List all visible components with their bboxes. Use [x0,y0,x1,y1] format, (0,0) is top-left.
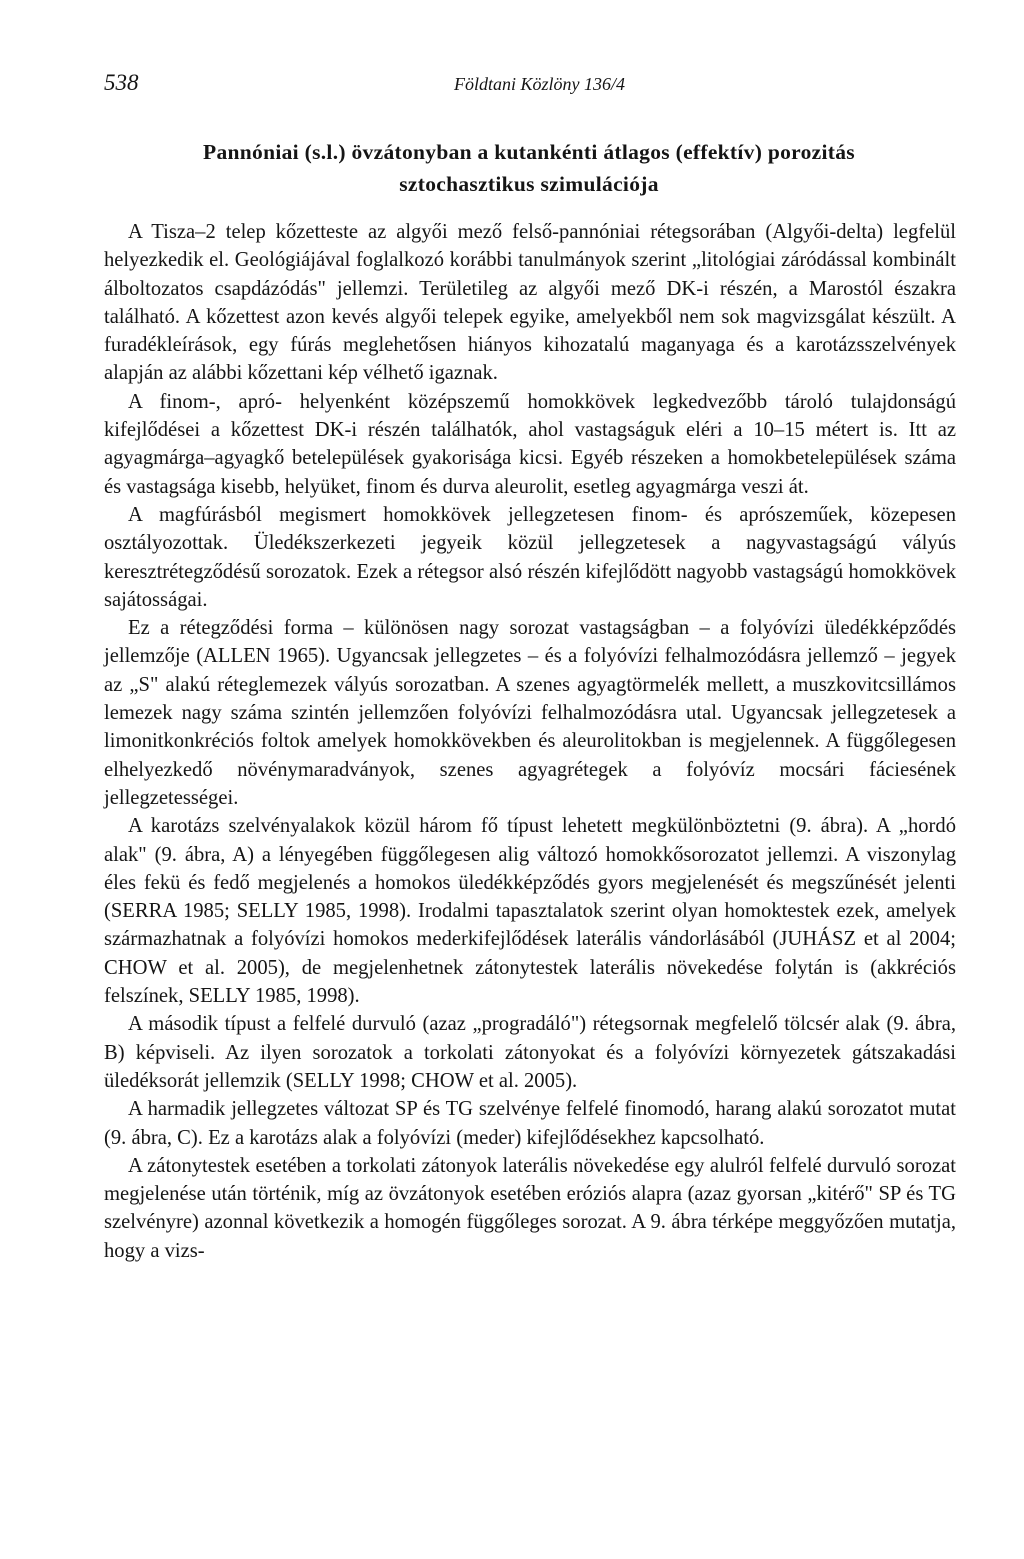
running-header [104,66,954,106]
paragraph: A második típust a felfelé durvuló (azaz „progradáló") rétegsornak megfelelő tölcsér alak (9. ábra, B) képviseli. Az ilyen sorozatok a torkolati zátonyokat és a folyóvízi környezetek gátszakadási üledéksorát jellemzik (SELLY 1998; CHOW et al. 2005). [104,1013,956,1092]
paragraph: A Tisza–2 telep kőzetteste az algyői mező felső-pannóniai rétegsorában (Algyői-delta) legfelül helyezkedik el. Geológiájával foglalkozó korábbi tanulmányok szerint „litológiai záródással kombinált álboltozatos csapdázódás" jellemzi. Területileg az algyői mező DK-i részén, a Marostól északra található. A kőzettest azon kevés algyői telepek egyike, amelyekből nem sok magvizsgálat készült. A furadékleírások, egy fúrás meglehetősen hiányos kihozatalú maganyaga és a karotázsszelvények alapján az alábbi kőzettani kép vélhető igaznak. [104,221,956,385]
section-title-line-2: sztochasztikus szimulációja [399,172,659,196]
paragraph: A harmadik jellegzetes változat SP és TG szelvénye felfelé finomodó, harang alakú sorozatot mutat (9. ábra, C). Ez a karotázs alak a folyóvízi (meder) kifejlődésekhez kapcsolható. [104,1098,956,1149]
paragraph: A finom-, apró- helyenként középszemű homokkövek legkedvezőbb tároló tulajdonságú kifejlődései a kőzettest DK-i részén találhatók, ahol vastagságuk eléri a 10–15 métert is. Itt az agyagmárga–agyagkő betelepülések gyakorisága kicsi. Egyéb részeken a homokbetelepülések száma és vastagsága kisebb, helyüket, finom és durva aleurolit, esetleg agyagmárga veszi át. [104,390,956,498]
journal-title: Földtani Közlöny 136/4 [454,74,625,94]
paragraph: A zátonytestek esetében a torkolati zátonyok laterális növekedése egy alulról felfelé durvuló sorozat megjelenése után történik, míg az övzátonyok esetében eróziós alapra (azaz gyorsan „kitérő" SP és TG szelvényre) azonnal következik a homogén függőleges sorozat. A 9. ábra térképe meggyőzően mutatja, hogy a vizs- [104,1154,956,1262]
body-text [104,218,956,1265]
page-number: 538 [104,70,139,95]
paragraph: A magfúrásból megismert homokkövek jellegzetesen finom- és aprószeműek, közepesen osztályozottak. Üledékszerkezeti jegyeik közül jellegzetesek a nagyvastagságú vályús keresztrétegződésű sorozatok. Ezek a rétegsor alsó részén kifejlődött nagyobb vastagságú homokkövek sajátosságai. [104,503,956,611]
paragraph: Ez a rétegződési forma – különösen nagy sorozat vastagságban – a folyóvízi üledékképződés jellemzője (ALLEN 1965). Ugyancsak jellegzetes – és a folyóvízi felhalmozódásra jellemző – jegyek az „S" alakú réteglemezek vályús sorozatban. A szenes agyagtörmelék mellett, a muszkovitcsillámos lemezek nagy száma szintén jellemzően folyóvízi felhalmozódásra utal. Ugyancsak jellegzetesek a limonitkonkréciós foltok amelyek homokkövekben és aleurolitokban is megjelennek. A függőlegesen elhelyezkedő növénymaradványok, szenes agyagrétegek a folyóvíz mocsári fáciesének jellegzetességei. [104,617,956,809]
section-title-line-1: Pannóniai (s.l.) övzátonyban a kutankénti átlagos (effektív) porozitás [203,140,855,164]
section-title [104,136,954,200]
paragraph: A karotázs szelvényalakok közül három fő típust lehetett megkülönböztetni (9. ábra). A „hordó alak" (9. ábra, A) a lényegében függőlegesen alig változó homokkősorozatot jellemzi. A viszonylag éles fekü és fedő megjelenés a homokos üledékképződés gyors megjelenését és megszűnését jelenti (SERRA 1985; SELLY 1985, 1998). Irodalmi tapasztalatok szerint olyan homoktestek ezek, amelyek származhatnak a folyóvízi homokos mederkifejlődések laterális vándorlásából (JUHÁSZ et al 2004; CHOW et al. 2005), de megjelenhetnek zátonytestek laterális növekedése folytán is (akkréciós felszínek, SELLY 1985, 1998). [104,815,956,1008]
